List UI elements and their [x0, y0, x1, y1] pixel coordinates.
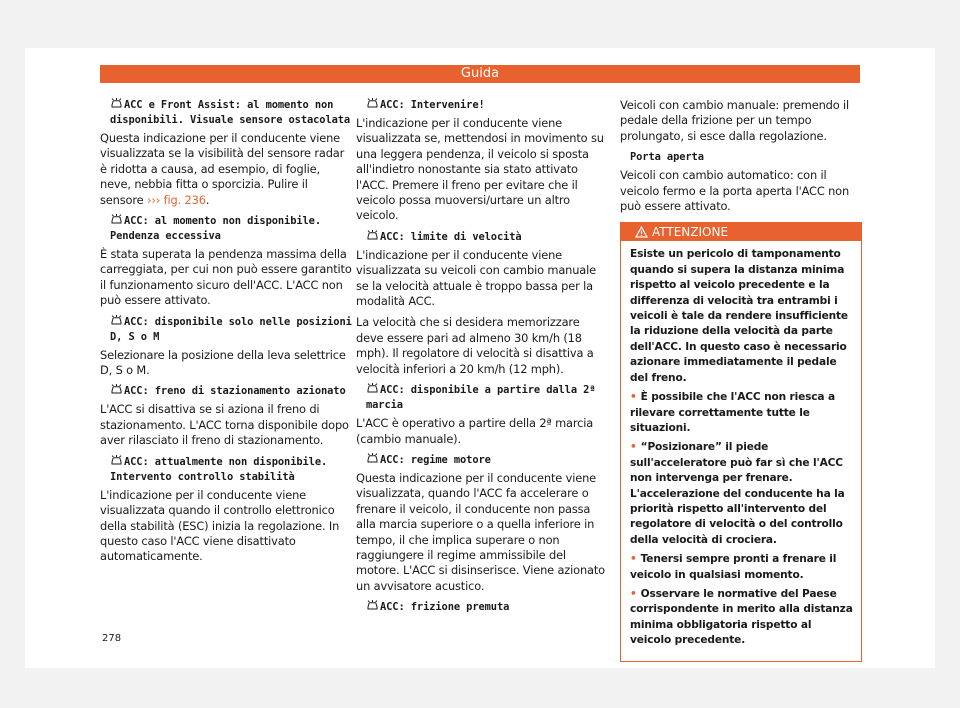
door-open-heading: Porta aperta: [630, 151, 704, 164]
page-number: 278: [102, 633, 122, 644]
figure-reference-link[interactable]: fig. 236: [163, 192, 206, 207]
message-paragraph: Selezionare la posizione della leva selettrice D, S o M.: [100, 347, 346, 378]
reference-arrow: ›››: [146, 192, 161, 207]
message-heading: ACC: regime motore: [356, 453, 608, 468]
message-heading: ACC: freno di stazionamento azionato: [100, 384, 352, 399]
bullet-icon: •: [630, 441, 637, 454]
message-heading: ACC: al momento non disponibile. Pendenza eccessiva: [110, 215, 321, 243]
message-heading: ACC: disponibile solo nelle posizioni D, S o M: [110, 315, 352, 343]
car-warning-icon: [110, 315, 123, 326]
car-warning-icon: [110, 384, 123, 395]
bullet-icon: •: [630, 553, 637, 566]
section-header: Guida: [100, 65, 860, 83]
warning-box: [620, 222, 862, 661]
car-warning-icon: [366, 98, 379, 109]
bullet-icon: •: [630, 391, 637, 404]
car-warning-icon: [110, 455, 123, 466]
car-warning-icon: [366, 230, 379, 241]
message-paragraph: L'indicazione per il conducente viene visualizzata se, mettendosi in movimento su una leggera pendenza, il veicolo si sposta all'indietro nonostante sia stato attivato l'ACC. Premere il freno per evitare che il veicolo possa muoversi/urtare un altro veicolo.: [356, 116, 604, 223]
car-warning-icon: [366, 383, 379, 394]
message-paragraph: Questa indicazione per il conducente viene visualizzata se la visibilità del sensore radar è ridotta a causa, ad esempio, di foglie, neve, nebbia fitta o sporcizia. Pulire il sensore ››› fig. 236.: [100, 131, 345, 207]
car-warning-icon: [366, 600, 379, 611]
message-paragraph: Questa indicazione per il conducente viene visualizzata, quando l'ACC fa accelerare o frenare il veicolo, il conducente non passa alla marcia superiore o a quella inferiore in tempo, il che implica superare o non raggiungere il regime ammissibile del motore. L'ACC si disinserisce. Viene azionato un avvisatore acustico.: [356, 470, 605, 593]
column-1: [100, 98, 352, 571]
message-paragraph: L'indicazione per il conducente viene visualizzata su veicoli con cambio manuale se la velocità attuale è troppo bassa per la modalità ACC.: [356, 247, 597, 309]
warning-icon: [635, 226, 648, 238]
message-heading: ACC e Front Assist: al momento non disponibili. Visuale sensore ostacolata: [110, 99, 351, 126]
car-warning-icon: [110, 214, 123, 225]
message-paragraph: L'ACC si disattiva se si aziona il freno di stazionamento. L'ACC torna disponibile dopo aver rilasciato il freno di stazionamento.: [100, 402, 349, 448]
manual-gearbox-paragraph: Veicoli con cambio manuale: premendo il pedale della frizione per un tempo prolungato, si esce dalla regolazione.: [620, 98, 850, 143]
warning-text: Esiste un pericolo di tamponamento quando si supera la distanza minima rispetto al veicolo precedente e la differenza di velocità tra entrambi i veicoli è tale da rendere insufficiente la riduzione della velocità da parte dell'ACC. In questo caso è necessario azionare immediatamente il pedale del freno.: [630, 248, 848, 384]
warning-bullet: • “Posizionare” il piede sull'acceleratore può far sì che l'ACC non intervenga per frenare. L'accelerazione del conducente ha la priorità rispetto all'intervento del regolatore di velocità o del controllo della velocità di crociera.: [630, 441, 845, 546]
message-paragraph: L'ACC è operativo a partire della 2ª marcia (cambio manuale).: [356, 416, 594, 446]
column-2: [356, 98, 608, 618]
column-3: [620, 98, 862, 662]
warning-bullet: • È possibile che l'ACC non riesca a rilevare correttamente tutte le situazioni.: [630, 391, 835, 434]
warning-title: ATTENZIONE: [652, 225, 729, 240]
warning-bullet: • Osservare le normative del Paese corrispondente in merito alla distanza minima obbligatoria rispetto al veicolo precedente.: [630, 587, 853, 647]
car-warning-icon: [366, 453, 379, 464]
warning-header: [621, 223, 861, 241]
message-heading: ACC: frizione premuta: [356, 600, 608, 615]
car-warning-icon: [110, 98, 123, 109]
bullet-icon: •: [630, 587, 637, 600]
message-paragraph: È stata superata la pendenza massima della carreggiata, per cui non può essere garantito il funzionamento sicuro dell'ACC. L'ACC non può essere attivato.: [100, 247, 352, 308]
message-heading: ACC: disponibile a partire dalla 2ª marcia: [366, 384, 596, 412]
message-heading: ACC: Intervenire!: [356, 98, 608, 113]
message-heading: ACC: attualmente non disponibile. Intervento controllo stabilità: [110, 455, 328, 483]
message-paragraph: L'indicazione per il conducente viene visualizzata quando il controllo elettronico della stabilità (ESC) inizia la regolazione. In questo caso l'ACC viene disattivato automaticamente.: [100, 487, 340, 564]
message-heading: ACC: limite di velocità: [356, 230, 608, 245]
door-open-paragraph: Veicoli con cambio automatico: con il veicolo fermo e la porta aperta l'ACC non può essere attivato.: [620, 168, 850, 214]
warning-bullet: • Tenersi sempre pronti a frenare il veicolo in qualsiasi momento.: [630, 553, 837, 581]
message-paragraph: La velocità che si desidera memorizzare deve essere pari ad almeno 30 km/h (18 mph). Il regolatore di velocità si disattiva a velocità inferiori a 20 km/h (12 mph).: [356, 315, 594, 376]
